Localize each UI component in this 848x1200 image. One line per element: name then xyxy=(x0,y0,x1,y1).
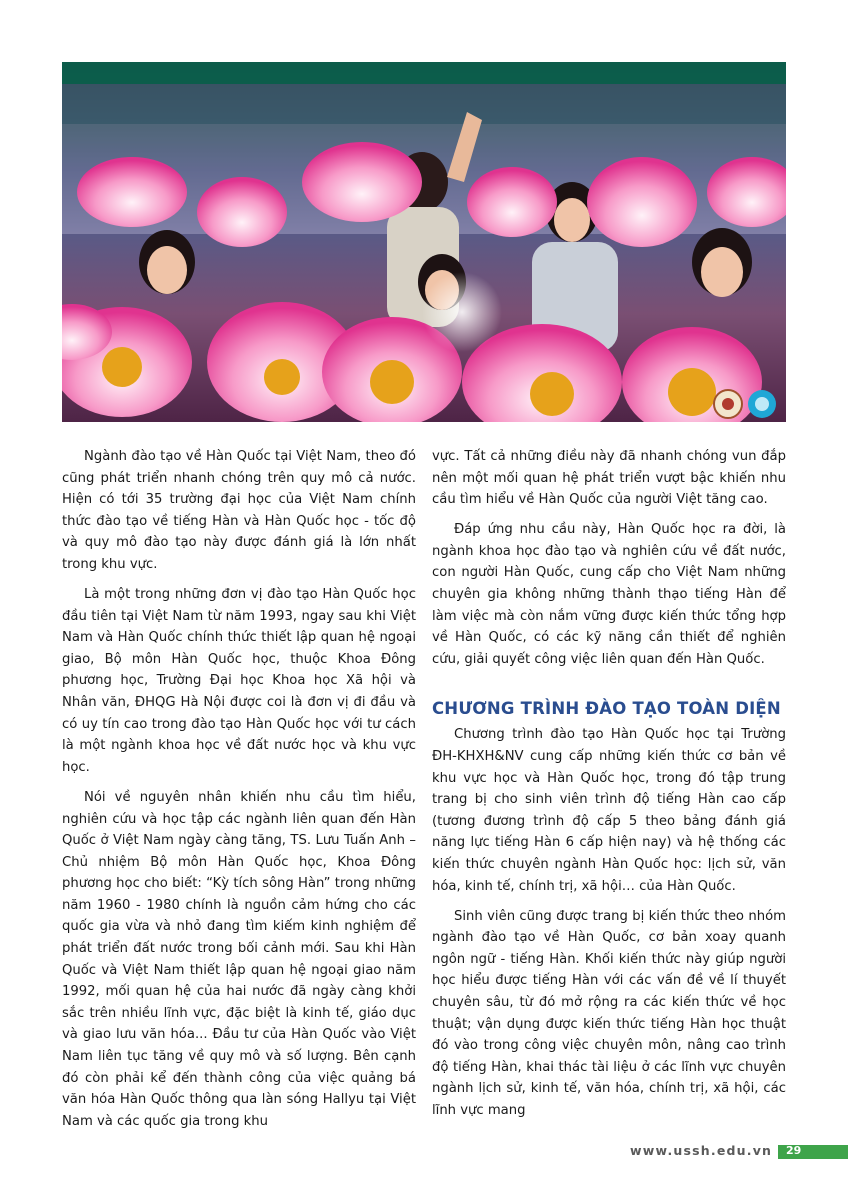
photo-illustration xyxy=(62,62,786,422)
paragraph: Nói về nguyên nhân khiến nhu cầu tìm hiểu, nghiên cứu và học tập các ngành liên quan đến Hàn Quốc ở Việt Nam ngày càng tăng, TS. Lưu Tuấn Anh – Chủ nhiệm Bộ môn Hàn Quốc học, Khoa Đông phương học cho biết: “Kỳ tích sông Hàn” trong những năm 1960 - 1980 chính là nguồn cảm hứng cho các quốc gia vừa và nhỏ đang tìm kiếm kinh nghiệm để phát triển đất nước trong bối cảnh mới. Sau khi Hàn Quốc và Việt Nam thiết lập quan hệ ngoại giao năm 1992, mối quan hệ của hai nước đã ngày càng khởi sắc trên nhiều lĩnh vực, đặc biệt là kinh tế, giáo dục và giao lưu văn hóa... Đầu tư của Hàn Quốc vào Việt Nam liên tục tăng về quy mô và số lượng. Bên cạnh đó còn phải kể đến thành công của việc quảng bá văn hóa Hàn Quốc thông qua làn sóng Hallyu tại Việt Nam và các quốc gia trong khu xyxy=(62,789,416,1129)
club-badge-icon xyxy=(748,390,776,418)
left-column xyxy=(62,446,416,1141)
footer-url[interactable]: www.ussh.edu.vn xyxy=(630,1143,773,1158)
paragraph: vực. Tất cả những điều này đã nhanh chóng vun đắp nên một mối quan hệ phát triển vượt bậc khiến nhu cầu tìm hiểu về Hàn Quốc của người Việt tăng cao. xyxy=(432,449,786,508)
stage-performance-photo xyxy=(62,62,786,422)
paragraph: Là một trong những đơn vị đào tạo Hàn Quốc học đầu tiên tại Việt Nam từ năm 1993, ngay sau khi Việt Nam và Hàn Quốc chính thức thiết lập quan hệ ngoại giao, Bộ môn Hàn Quốc học, thuộc Khoa Đông phương học, Trường Đại học Khoa học Xã hội và Nhân văn, ĐHQG Hà Nội được coi là đơn vị đi đầu và có uy tín cao trong đào tạo Hàn Quốc học với tư cách là một ngành khoa học về đất nước học và khu vực học. xyxy=(62,587,416,775)
paragraph: Chương trình đào tạo Hàn Quốc học tại Trường ĐH-KHXH&NV cung cấp những kiến thức cơ bản về khu vực học và Hàn Quốc học, trong đó tập trung trang bị cho sinh viên trình độ tiếng Hàn cao cấp (tương đương trình độ cấp 5 theo bảng đánh giá năng lực tiếng Hàn 6 cấp hiện nay) và hệ thống các kiến thức chuyên ngành Hàn Quốc học: lịch sử, văn hóa, kinh tế, chính trị, xã hội… của Hàn Quốc. xyxy=(432,727,786,894)
paragraph: Đáp ứng nhu cầu này, Hàn Quốc học ra đời, là ngành khoa học đào tạo và nghiên cứu về đất nước, con người Hàn Quốc, cung cấp cho Việt Nam những chuyên gia không những thành thạo tiếng Hàn để làm việc mà còn nắm vững được kiến thức tổng hợp về Hàn Quốc, có các kỹ năng cần thiết để nghiên cứu, giải quyết công việc liên quan đến Hàn Quốc. xyxy=(432,522,786,667)
paragraph: Ngành đào tạo về Hàn Quốc tại Việt Nam, theo đó cũng phát triển nhanh chóng trên quy mô cả nước. Hiện có tới 35 trường đại học của Việt Nam chính thức đào tạo về tiếng Hàn và Hàn Quốc học - tốc độ và quy mô đào tạo này được đánh giá là lớn nhất trong khu vực. xyxy=(62,449,416,572)
university-seal-icon xyxy=(714,390,742,418)
paragraph: Sinh viên cũng được trang bị kiến thức theo nhóm ngành đào tạo về Hàn Quốc, cơ bản xoay quanh ngôn ngữ - tiếng Hàn. Khối kiến thức này giúp người học hiểu được tiếng Hàn với các vấn đề về lí thuyết chuyên sâu, từ đó mở rộng ra các kiến thức về học thuật; vận dụng được kiến thức tiếng Hàn học thuật đó vào trong công việc chuyên môn, nâng cao trình độ tiếng Hàn, khai thác tài liệu ở các lĩnh vực chuyên ngành lịch sử, kinh tế, văn hóa, chính trị, xã hội, các lĩnh vực mang xyxy=(432,908,786,1119)
right-column xyxy=(432,446,786,1130)
page-number: 29 xyxy=(786,1144,802,1157)
section-heading: CHƯƠNG TRÌNH ĐÀO TẠO TOÀN DIỆN xyxy=(432,699,781,719)
